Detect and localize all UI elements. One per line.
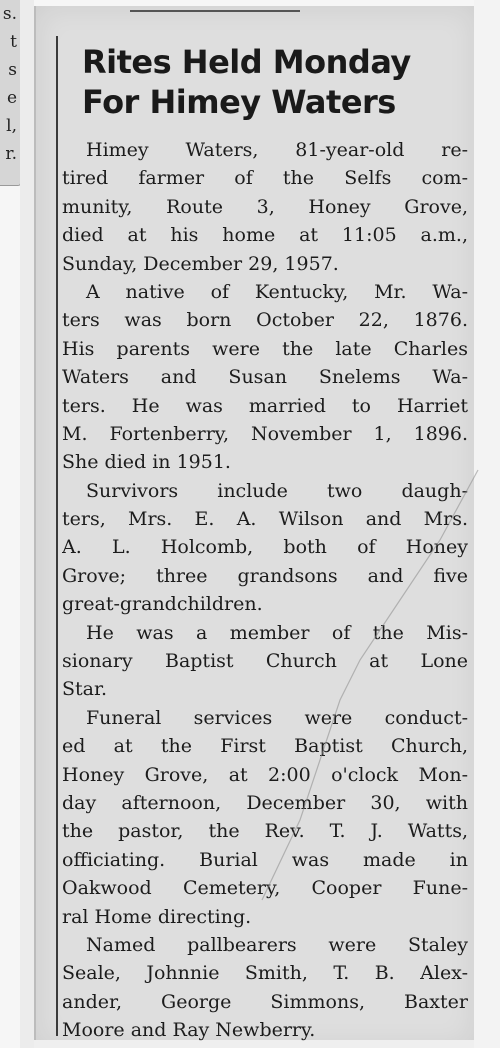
text-line: the pastor, the Rev. T. J. Watts, — [62, 820, 468, 843]
text-line: Himey Waters, 81-year-old re- — [86, 139, 468, 161]
text-line: ander, George Simmons, Baxter — [62, 990, 468, 1013]
text-line: Oakwood Cemetery, Cooper Fune- — [62, 877, 468, 900]
text-line: munity, Route 3, Honey Grove, — [62, 195, 468, 218]
paragraph — [62, 278, 468, 477]
headline — [82, 42, 462, 122]
text-line: Survivors include two daugh- — [86, 479, 468, 502]
column-rule — [56, 36, 58, 1036]
fragment-text: r. — [5, 144, 17, 164]
text-line: died at his home at 11:05 a.m., — [62, 224, 468, 247]
paragraph — [62, 619, 468, 704]
text-line: day afternoon, December 30, with — [62, 791, 468, 814]
fragment-text: s. — [2, 4, 17, 24]
text-line: ters. He was married to Harriet — [62, 394, 468, 417]
fragment-text: l, — [6, 116, 17, 136]
text-line: Grove; three grandsons and five — [62, 564, 468, 587]
text-line: ed at the First Baptist Church, — [62, 735, 468, 758]
text-line: Star. — [62, 678, 108, 701]
text-line: ters, Mrs. E. A. Wilson and Mrs. — [62, 508, 468, 531]
text-line: Funeral services were conduct- — [86, 706, 468, 729]
text-line: He was a member of the Mis- — [86, 621, 468, 644]
paragraph — [62, 477, 468, 619]
text-line: Seale, Johnnie Smith, T. B. Alex- — [62, 962, 468, 985]
text-line: tired farmer of the Selfs com- — [62, 167, 468, 190]
text-line: sionary Baptist Church at Lone — [62, 650, 468, 673]
fragment-text: e — [6, 88, 17, 108]
paragraph — [62, 704, 468, 931]
text-line: Waters and Susan Snelems Wa- — [62, 366, 468, 389]
fragment-text: s — [8, 60, 17, 80]
text-line: ters was born October 22, 1876. — [62, 309, 468, 332]
headline-line-1: Rites Held Monday — [82, 43, 411, 81]
paragraph — [62, 931, 468, 1045]
page-margin-right — [474, 0, 500, 1048]
text-line: ral Home directing. — [62, 905, 252, 928]
fragment-text: t — [10, 32, 17, 52]
text-line: great-grandchildren. — [62, 593, 263, 616]
page-margin — [20, 0, 34, 1048]
paragraph — [62, 136, 468, 278]
text-line: Honey Grove, at 2:00 o'clock Mon- — [62, 763, 468, 786]
headline-line-2: For Himey Waters — [82, 83, 396, 121]
text-line: She died in 1951. — [62, 451, 231, 474]
text-line: His parents were the late Charles — [62, 337, 468, 360]
adjacent-clipping-fragment — [0, 0, 21, 186]
article-body — [62, 136, 468, 1045]
text-line: M. Fortenberry, November 1, 1896. — [62, 422, 468, 445]
top-rule — [130, 10, 300, 12]
text-line: officiating. Burial was made in — [62, 848, 468, 871]
text-line: A. L. Holcomb, both of Honey — [62, 536, 468, 559]
text-line: Sunday, December 29, 1957. — [62, 252, 339, 275]
text-line: A native of Kentucky, Mr. Wa- — [86, 280, 468, 303]
text-line: Named pallbearers were Staley — [86, 933, 468, 956]
text-line: Moore and Ray Newberry. — [62, 1019, 316, 1042]
